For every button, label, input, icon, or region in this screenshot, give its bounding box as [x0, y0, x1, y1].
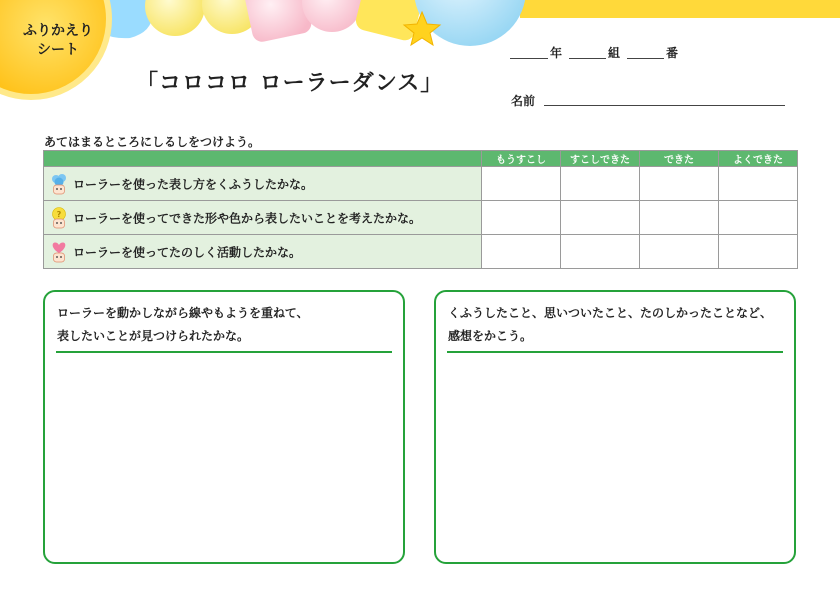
class-label: 組 [608, 46, 621, 60]
top-yellow-band [520, 0, 840, 18]
table-row [44, 201, 798, 235]
check-cell[interactable] [719, 167, 798, 201]
prompt-line: ローラーを動かしながら線やもようを重ねて、 [57, 306, 309, 320]
year-blank[interactable] [510, 58, 548, 59]
checklist-item-label: ローラーを使ってできた形や色から表したいことを考えたかな。 [73, 211, 422, 225]
reflection-box-left[interactable] [43, 290, 405, 564]
year-label: 年 [550, 46, 563, 60]
name-blank[interactable] [544, 105, 785, 106]
check-cell[interactable] [561, 235, 640, 269]
checklist-item-label: ローラーを使ってたのしく活動したかな。 [73, 245, 302, 259]
check-cell[interactable] [561, 201, 640, 235]
checklist-item [44, 167, 482, 201]
table-row [44, 235, 798, 269]
class-blank[interactable] [569, 58, 606, 59]
pink-character-icon [50, 241, 68, 263]
check-cell[interactable] [719, 235, 798, 269]
yellow-character-icon [50, 207, 68, 229]
check-cell[interactable] [640, 235, 719, 269]
number-blank[interactable] [627, 58, 664, 59]
header-blank-cell [44, 151, 482, 167]
check-cell[interactable] [482, 167, 561, 201]
check-cell[interactable] [482, 235, 561, 269]
self-check-table [43, 150, 798, 269]
check-cell[interactable] [640, 167, 719, 201]
check-cell[interactable] [719, 201, 798, 235]
table-header-row [44, 151, 798, 167]
name-label: 名前 [511, 94, 536, 108]
column-header: できた [640, 151, 719, 167]
decorative-shapes [90, 0, 540, 62]
prompt-line: くふうしたこと、思いついたこと、たのしかったことなど、 [448, 306, 773, 320]
prompt-line: 感想をかこう。 [448, 329, 533, 343]
check-cell[interactable] [561, 167, 640, 201]
reflection-prompt [57, 302, 308, 348]
badge-line-2: シート [37, 42, 79, 58]
checklist-item-label: ローラーを使った表し方をくふうしたかな。 [73, 177, 314, 191]
check-cell[interactable] [640, 201, 719, 235]
table-row [44, 167, 798, 201]
column-header: よくできた [719, 151, 798, 167]
reflection-prompt [448, 302, 772, 348]
sheet-badge-label [12, 22, 104, 60]
blue-character-icon [50, 173, 68, 195]
check-cell[interactable] [482, 201, 561, 235]
column-header: もうすこし [482, 151, 561, 167]
instruction-text: あてはまるところにしるしをつけよう。 [44, 135, 261, 149]
number-label: 番 [666, 46, 679, 60]
reflection-box-right[interactable] [434, 290, 796, 564]
badge-line-1: ふりかえり [23, 23, 93, 39]
checklist-item [44, 201, 482, 235]
page-title: 「コロコロ ローラーダンス」 [136, 71, 444, 96]
svg-text:?: ? [56, 209, 62, 219]
prompt-line: 表したいことが見つけられたかな。 [57, 329, 250, 343]
column-header: すこしできた [561, 151, 640, 167]
prompt-divider [447, 351, 783, 353]
prompt-divider [56, 351, 392, 353]
checklist-item [44, 235, 482, 269]
